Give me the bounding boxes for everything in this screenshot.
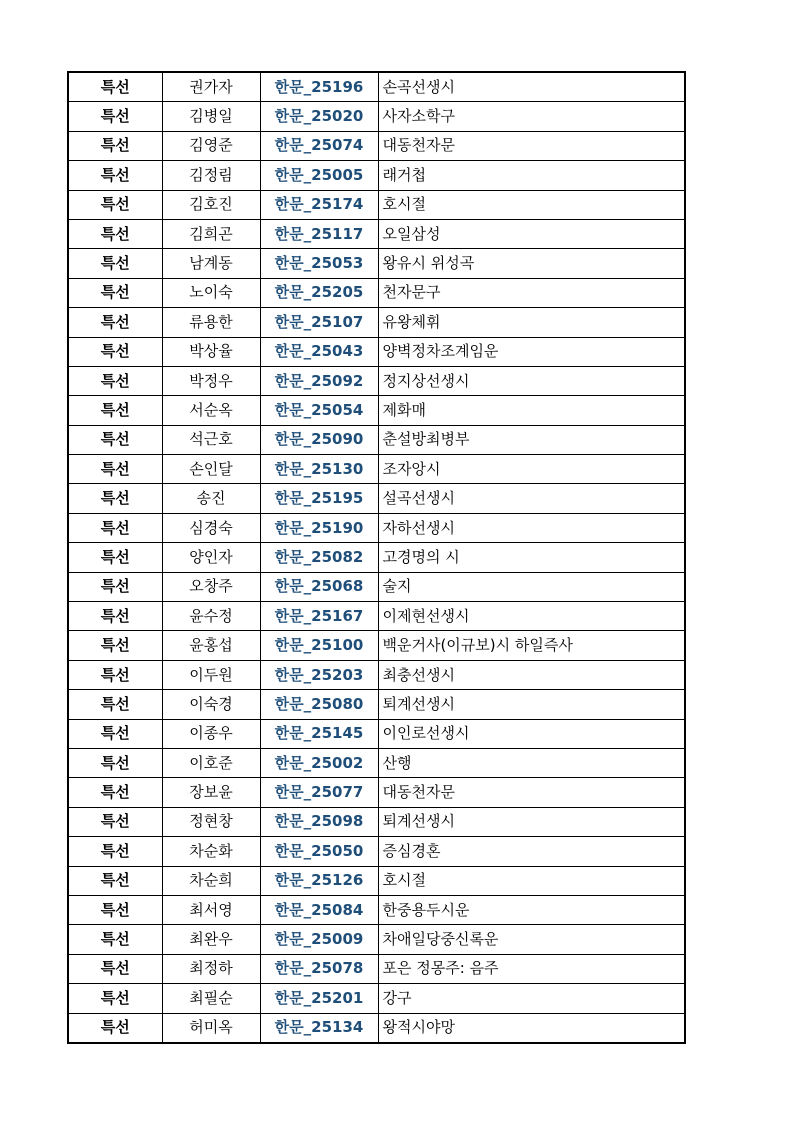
artist-name-cell: 윤수정 xyxy=(162,602,260,631)
entry-code-cell: 한문_25205 xyxy=(260,278,378,307)
award-cell: 특선 xyxy=(68,425,162,454)
artist-name-cell: 김병일 xyxy=(162,102,260,131)
entry-code-cell: 한문_25107 xyxy=(260,308,378,337)
artist-name-cell: 박상율 xyxy=(162,337,260,366)
artist-name-cell: 차순희 xyxy=(162,866,260,895)
award-cell: 특선 xyxy=(68,190,162,219)
table-row xyxy=(68,190,685,219)
artist-name-cell: 이숙경 xyxy=(162,690,260,719)
entry-code-cell: 한문_25117 xyxy=(260,219,378,248)
entry-code-cell: 한문_25145 xyxy=(260,719,378,748)
work-title-cell: 포은 정몽주: 음주 xyxy=(378,954,685,983)
work-title-cell: 고경명의 시 xyxy=(378,543,685,572)
work-title-cell: 천자문구 xyxy=(378,278,685,307)
entry-code-cell: 한문_25050 xyxy=(260,837,378,866)
entry-code-cell: 한문_25098 xyxy=(260,807,378,836)
work-title-cell: 래거첩 xyxy=(378,161,685,190)
table-row xyxy=(68,278,685,307)
artist-name-cell: 김희곤 xyxy=(162,219,260,248)
artist-name-cell: 송진 xyxy=(162,484,260,513)
table-row xyxy=(68,484,685,513)
award-cell: 특선 xyxy=(68,337,162,366)
entry-code-cell: 한문_25201 xyxy=(260,984,378,1013)
work-title-cell: 퇴계선생시 xyxy=(378,807,685,836)
award-cell: 특선 xyxy=(68,102,162,131)
table-row xyxy=(68,455,685,484)
table-row xyxy=(68,866,685,895)
table-row xyxy=(68,72,685,102)
work-title-cell: 백운거사(이규보)시 하일즉사 xyxy=(378,631,685,660)
artist-name-cell: 류용한 xyxy=(162,308,260,337)
table-row xyxy=(68,219,685,248)
work-title-cell: 차애일당중신록운 xyxy=(378,925,685,954)
work-title-cell: 제화매 xyxy=(378,396,685,425)
table-row xyxy=(68,690,685,719)
entry-code-cell: 한문_25196 xyxy=(260,72,378,102)
table-row xyxy=(68,308,685,337)
award-cell: 특선 xyxy=(68,249,162,278)
artist-name-cell: 정현창 xyxy=(162,807,260,836)
artist-name-cell: 김정림 xyxy=(162,161,260,190)
table-row xyxy=(68,719,685,748)
table-row xyxy=(68,954,685,983)
entry-code-cell: 한문_25174 xyxy=(260,190,378,219)
entry-code-cell: 한문_25009 xyxy=(260,925,378,954)
work-title-cell: 대동천자문 xyxy=(378,778,685,807)
table-row xyxy=(68,572,685,601)
table-row xyxy=(68,807,685,836)
award-cell: 특선 xyxy=(68,484,162,513)
artist-name-cell: 허미옥 xyxy=(162,1013,260,1043)
work-title-cell: 최충선생시 xyxy=(378,660,685,689)
award-cell: 특선 xyxy=(68,690,162,719)
table-row xyxy=(68,660,685,689)
entry-code-cell: 한문_25084 xyxy=(260,895,378,924)
work-title-cell: 산행 xyxy=(378,748,685,777)
table-row xyxy=(68,396,685,425)
artist-name-cell: 오창주 xyxy=(162,572,260,601)
entry-code-cell: 한문_25082 xyxy=(260,543,378,572)
work-title-cell: 자하선생시 xyxy=(378,513,685,542)
work-title-cell: 이인로선생시 xyxy=(378,719,685,748)
award-cell: 특선 xyxy=(68,366,162,395)
award-cell: 특선 xyxy=(68,719,162,748)
table-row xyxy=(68,131,685,160)
table-row xyxy=(68,161,685,190)
table-row xyxy=(68,366,685,395)
award-cell: 특선 xyxy=(68,984,162,1013)
work-title-cell: 양벽정차조계임운 xyxy=(378,337,685,366)
entry-code-cell: 한문_25080 xyxy=(260,690,378,719)
work-title-cell: 한중용두시운 xyxy=(378,895,685,924)
award-cell: 특선 xyxy=(68,396,162,425)
award-cell: 특선 xyxy=(68,455,162,484)
table-row xyxy=(68,337,685,366)
award-cell: 특선 xyxy=(68,513,162,542)
work-title-cell: 대동천자문 xyxy=(378,131,685,160)
award-cell: 특선 xyxy=(68,219,162,248)
award-cell: 특선 xyxy=(68,866,162,895)
entry-code-cell: 한문_25195 xyxy=(260,484,378,513)
work-title-cell: 퇴계선생시 xyxy=(378,690,685,719)
award-results-table xyxy=(67,71,686,1044)
artist-name-cell: 김영준 xyxy=(162,131,260,160)
work-title-cell: 춘설방최병부 xyxy=(378,425,685,454)
entry-code-cell: 한문_25100 xyxy=(260,631,378,660)
work-title-cell: 이제현선생시 xyxy=(378,602,685,631)
entry-code-cell: 한문_25078 xyxy=(260,954,378,983)
work-title-cell: 정지상선생시 xyxy=(378,366,685,395)
table-row xyxy=(68,543,685,572)
work-title-cell: 왕유시 위성곡 xyxy=(378,249,685,278)
table-body xyxy=(68,72,685,1043)
table-row xyxy=(68,748,685,777)
table-row xyxy=(68,984,685,1013)
artist-name-cell: 권가자 xyxy=(162,72,260,102)
artist-name-cell: 이두원 xyxy=(162,660,260,689)
entry-code-cell: 한문_25043 xyxy=(260,337,378,366)
artist-name-cell: 차순화 xyxy=(162,837,260,866)
artist-name-cell: 윤홍섭 xyxy=(162,631,260,660)
award-cell: 특선 xyxy=(68,631,162,660)
table-row xyxy=(68,102,685,131)
artist-name-cell: 남계동 xyxy=(162,249,260,278)
award-cell: 특선 xyxy=(68,778,162,807)
artist-name-cell: 장보윤 xyxy=(162,778,260,807)
entry-code-cell: 한문_25077 xyxy=(260,778,378,807)
table-row xyxy=(68,895,685,924)
entry-code-cell: 한문_25020 xyxy=(260,102,378,131)
award-cell: 특선 xyxy=(68,308,162,337)
award-cell: 특선 xyxy=(68,660,162,689)
table-row xyxy=(68,602,685,631)
entry-code-cell: 한문_25074 xyxy=(260,131,378,160)
award-cell: 특선 xyxy=(68,1013,162,1043)
entry-code-cell: 한문_25167 xyxy=(260,602,378,631)
award-cell: 특선 xyxy=(68,807,162,836)
award-cell: 특선 xyxy=(68,72,162,102)
award-cell: 특선 xyxy=(68,837,162,866)
work-title-cell: 오일삼성 xyxy=(378,219,685,248)
artist-name-cell: 심경숙 xyxy=(162,513,260,542)
artist-name-cell: 이호준 xyxy=(162,748,260,777)
artist-name-cell: 박정우 xyxy=(162,366,260,395)
entry-code-cell: 한문_25005 xyxy=(260,161,378,190)
entry-code-cell: 한문_25054 xyxy=(260,396,378,425)
award-cell: 특선 xyxy=(68,602,162,631)
artist-name-cell: 양인자 xyxy=(162,543,260,572)
award-cell: 특선 xyxy=(68,925,162,954)
work-title-cell: 호시절 xyxy=(378,190,685,219)
table-row xyxy=(68,631,685,660)
work-title-cell: 손곡선생시 xyxy=(378,72,685,102)
entry-code-cell: 한문_25134 xyxy=(260,1013,378,1043)
entry-code-cell: 한문_25053 xyxy=(260,249,378,278)
entry-code-cell: 한문_25090 xyxy=(260,425,378,454)
table-row xyxy=(68,425,685,454)
artist-name-cell: 서순옥 xyxy=(162,396,260,425)
work-title-cell: 호시절 xyxy=(378,866,685,895)
artist-name-cell: 최정하 xyxy=(162,954,260,983)
work-title-cell: 왕적시야망 xyxy=(378,1013,685,1043)
table-row xyxy=(68,837,685,866)
award-cell: 특선 xyxy=(68,895,162,924)
artist-name-cell: 최서영 xyxy=(162,895,260,924)
work-title-cell: 조자앙시 xyxy=(378,455,685,484)
artist-name-cell: 최완우 xyxy=(162,925,260,954)
entry-code-cell: 한문_25092 xyxy=(260,366,378,395)
award-cell: 특선 xyxy=(68,131,162,160)
entry-code-cell: 한문_25203 xyxy=(260,660,378,689)
award-cell: 특선 xyxy=(68,748,162,777)
table-row xyxy=(68,513,685,542)
award-cell: 특선 xyxy=(68,278,162,307)
artist-name-cell: 노이숙 xyxy=(162,278,260,307)
entry-code-cell: 한문_25002 xyxy=(260,748,378,777)
entry-code-cell: 한문_25068 xyxy=(260,572,378,601)
work-title-cell: 강구 xyxy=(378,984,685,1013)
table-row xyxy=(68,1013,685,1043)
artist-name-cell: 석근호 xyxy=(162,425,260,454)
work-title-cell: 설곡선생시 xyxy=(378,484,685,513)
work-title-cell: 유왕체휘 xyxy=(378,308,685,337)
work-title-cell: 사자소학구 xyxy=(378,102,685,131)
award-cell: 특선 xyxy=(68,572,162,601)
entry-code-cell: 한문_25130 xyxy=(260,455,378,484)
award-cell: 특선 xyxy=(68,161,162,190)
entry-code-cell: 한문_25126 xyxy=(260,866,378,895)
table-row xyxy=(68,778,685,807)
work-title-cell: 술지 xyxy=(378,572,685,601)
artist-name-cell: 최필순 xyxy=(162,984,260,1013)
work-title-cell: 증심경혼 xyxy=(378,837,685,866)
entry-code-cell: 한문_25190 xyxy=(260,513,378,542)
artist-name-cell: 이종우 xyxy=(162,719,260,748)
table-row xyxy=(68,249,685,278)
award-cell: 특선 xyxy=(68,543,162,572)
award-cell: 특선 xyxy=(68,954,162,983)
table-row xyxy=(68,925,685,954)
artist-name-cell: 김호진 xyxy=(162,190,260,219)
artist-name-cell: 손인달 xyxy=(162,455,260,484)
